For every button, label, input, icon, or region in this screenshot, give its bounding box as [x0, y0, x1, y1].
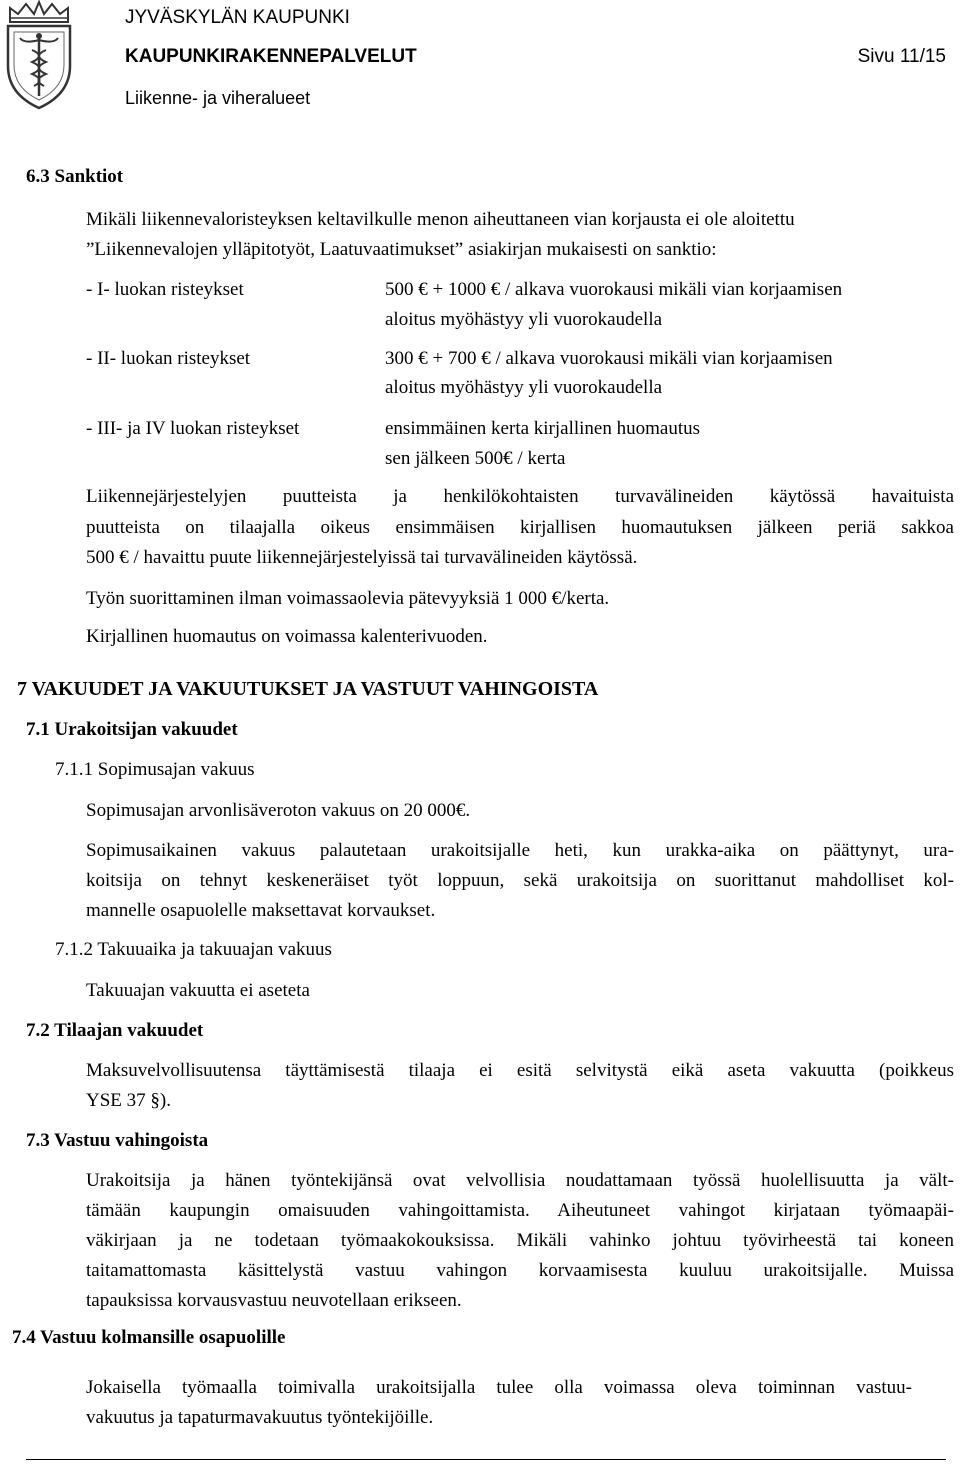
section-title-7-2: 7.2 Tilaajan vakuudet: [26, 1020, 204, 1041]
para-damage-liability-line-3: väkirjaan ja ne todetaan työmaakokouksissa. Mikäli vahinko johtuu työvirheestä tai koneen: [86, 1230, 954, 1251]
para-damage-liability-line-5: tapauksissa korvausvastuu neuvotellaan erikseen.: [86, 1290, 462, 1311]
section-title-7-1-2: 7.1.2 Takuuaika ja takuuajan vakuus: [55, 939, 332, 960]
sanction-value-class-3-4-line-1: ensimmäinen kerta kirjallinen huomautus: [385, 418, 701, 439]
section-title-7-1-1: 7.1.1 Sopimusajan vakuus: [55, 759, 255, 780]
sanction-value-class-2-line-2: aloitus myöhästyy yli vuorokaudella: [385, 377, 663, 398]
para-security-return-line-2: koitsija on tehnyt keskeneräiset työt loppuun, sekä urakoitsija on suorittanut mahdolliset kol-: [86, 870, 954, 891]
para-notice-validity: Kirjallinen huomautus on voimassa kalenterivuoden.: [86, 626, 488, 647]
sanction-label-class-3-4: - III- ja IV luokan risteykset: [86, 418, 300, 439]
para-security-return-line-3: mannelle osapuolelle maksettavat korvaukset.: [86, 900, 436, 921]
para-damage-liability-line-1: Urakoitsija ja hänen työntekijänsä ovat velvollisia noudattamaan työssä huolellisuutta ja vält-: [86, 1170, 954, 1191]
para-client-security-line-1: Maksuvelvollisuutensa täyttämisestä tilaaja ei esitä selvitystä eikä aseta vakuutta (poikkeus: [86, 1060, 954, 1081]
para-traffic-arrangements-line-2: puutteista on tilaajalla oikeus ensimmäisen kirjallisen huomautuksen jälkeen periä sakkoa: [86, 517, 954, 538]
header-department: KAUPUNKIRAKENNEPALVELUT: [125, 46, 417, 67]
section-title-7: 7 VAKUUDET JA VAKUUTUKSET JA VASTUUT VAHINGOISTA: [17, 678, 599, 700]
sanction-value-class-3-4-line-2: sen jälkeen 500€ / kerta: [385, 448, 566, 469]
para-client-security-line-2: YSE 37 §).: [86, 1090, 171, 1111]
para-traffic-arrangements-line-1: Liikennejärjestelyjen puutteista ja henkilökohtaisten turvavälineiden käytössä havaituista: [86, 486, 954, 507]
section-title-7-4: 7.4 Vastuu kolmansille osapuolille: [12, 1327, 286, 1348]
section-title-7-1: 7.1 Urakoitsijan vakuudet: [26, 719, 238, 740]
sanction-value-class-1-line-2: aloitus myöhästyy yli vuorokaudella: [385, 309, 663, 330]
page-number: Sivu 11/15: [857, 46, 946, 67]
para-qualifications: Työn suorittaminen ilman voimassaolevia pätevyyksiä 1 000 €/kerta.: [86, 588, 610, 609]
footer-divider: [26, 1459, 946, 1460]
para-third-party-liability-line-1: Jokaisella työmaalla toimivalla urakoitsijalla tulee olla voimassa oleva toiminnan vastuu-: [86, 1377, 912, 1398]
sanction-value-class-1-line-1: 500 € + 1000 € / alkava vuorokausi mikäli vian korjaamisen: [385, 279, 843, 300]
para-traffic-arrangements-line-3: 500 € / havaittu puute liikennejärjestelyissä tai turvavälineiden käytössä.: [86, 547, 638, 568]
para-damage-liability-line-4: taitamattomasta käsittelystä vastuu vahingon korvaamisesta kuuluu urakoitsijalle. Muissa: [86, 1260, 954, 1281]
para-warranty-security: Takuuajan vakuutta ei aseteta: [86, 980, 310, 1001]
para-third-party-liability-line-2: vakuutus ja tapaturmavakuutus työntekijöille.: [86, 1407, 434, 1428]
para-damage-liability-line-2: tämään kaupungin omaisuuden vahingoittamista. Aiheutuneet vahingot kirjataan työmaapäi-: [86, 1200, 954, 1221]
intro-line-2: ”Liikennevalojen ylläpitotyöt, Laatuvaatimukset” asiakirjan mukaisesti on sanktio:: [86, 239, 717, 260]
header-organization: JYVÄSKYLÄN KAUPUNKI: [125, 7, 350, 28]
sanction-label-class-2: - II- luokan risteykset: [86, 348, 251, 369]
para-contract-security: Sopimusajan arvonlisäveroton vakuus on 20 000€.: [86, 800, 471, 821]
section-title-7-3: 7.3 Vastuu vahingoista: [26, 1130, 209, 1151]
intro-line-1: Mikäli liikennevaloristeyksen keltavilkulle menon aiheuttaneen vian korjausta ei ole aloitettu: [86, 209, 795, 230]
sanction-label-class-1: - I- luokan risteykset: [86, 279, 244, 300]
section-title-6-3: 6.3 Sanktiot: [26, 166, 124, 187]
para-security-return-line-1: Sopimusaikainen vakuus palautetaan urakoitsijalle heti, kun urakka-aika on päättynyt, ura-: [86, 840, 954, 861]
header-unit: Liikenne- ja viheralueet: [125, 88, 311, 108]
sanction-value-class-2-line-1: 300 € + 700 € / alkava vuorokausi mikäli vian korjaamisen: [385, 348, 833, 369]
city-coat-of-arms-icon: [0, 0, 78, 112]
